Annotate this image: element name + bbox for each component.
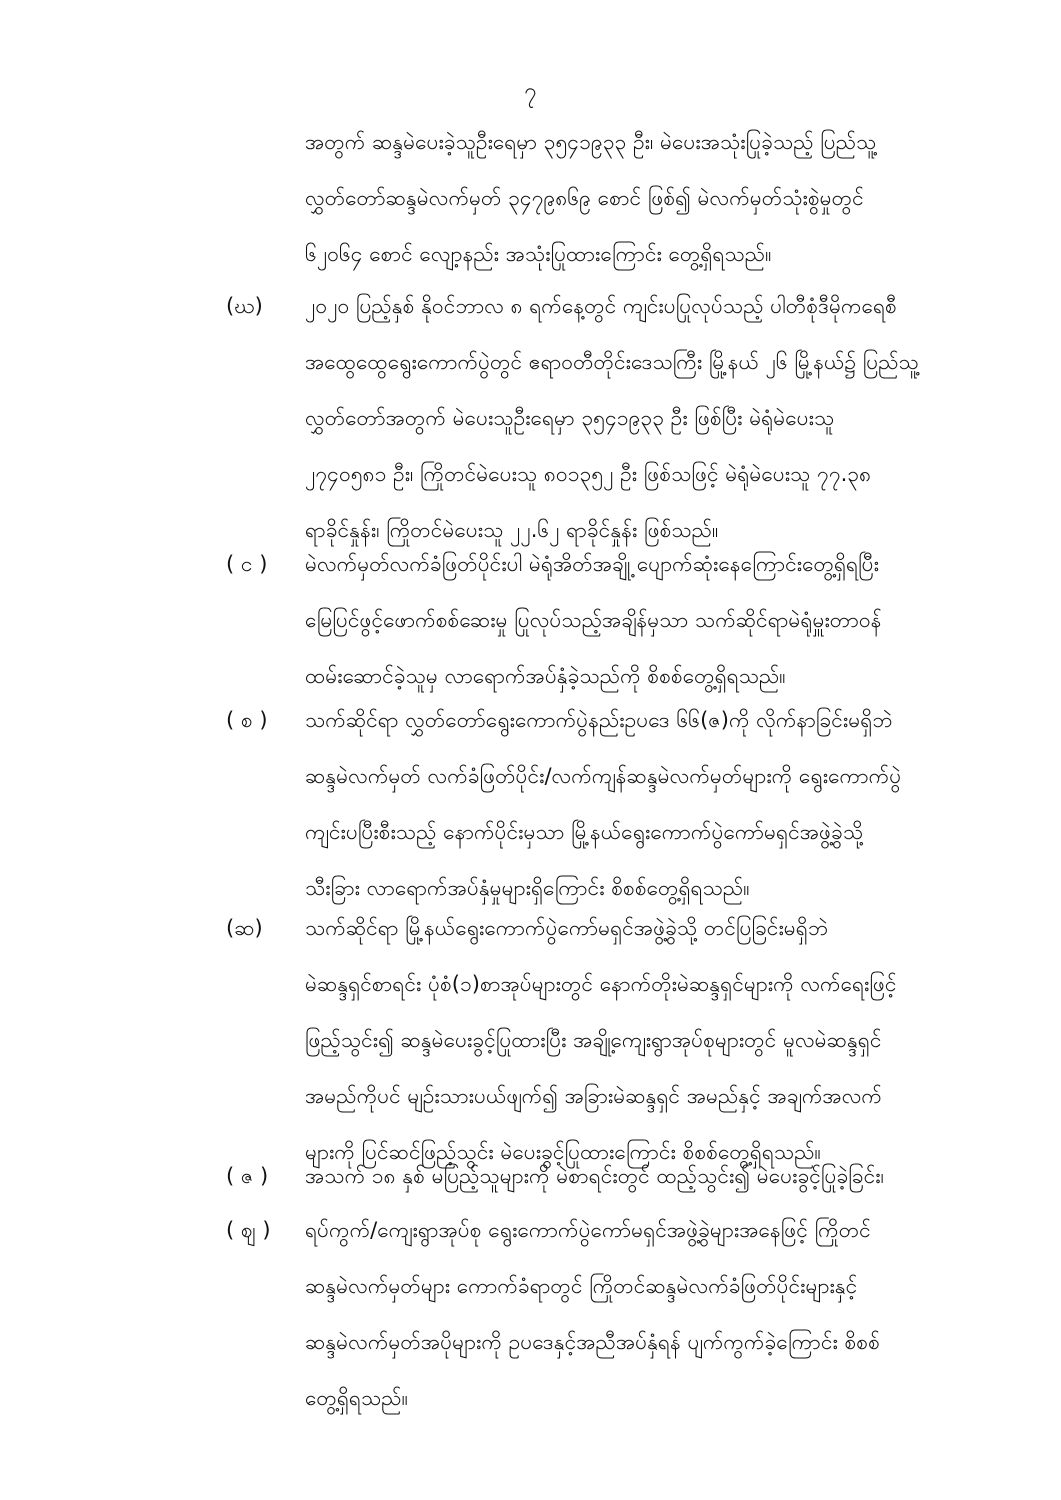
section-label: ( ဇ ) xyxy=(226,1164,269,1188)
text-line: တွေ့ရှိရသည်။ xyxy=(305,1386,408,1410)
text-line: သက်ဆိုင်ရာ လွှတ်တော်ရွေးကောက်ပွဲနည်းဥပဒေ ၆၆(ဇ)ကို လိုက်နာခြင်းမရှိဘဲ xyxy=(305,708,893,732)
page-number: ၇ xyxy=(524,79,537,104)
text-line: အထွေထွေရွေးကောက်ပွဲတွင် ဧရာဝတီတိုင်းဒေသကြီး မြို့နယ် ၂၆ မြို့နယ်၌ ပြည်သူ့ xyxy=(305,350,919,374)
section-label: (ဆ) xyxy=(226,916,263,940)
section-paragraph xyxy=(305,900,1025,1180)
intro-paragraph xyxy=(305,114,1025,282)
text-line: ၆၂၀၆၄ စောင် လျော့နည်း အသုံးပြုထားကြောင်း တွေ့ရှိရသည်။ xyxy=(305,242,772,266)
text-line: သက်ဆိုင်ရာ မြို့နယ်ရွေးကောက်ပွဲကော်မရှင်အဖွဲ့ခွဲသို့ တင်ပြခြင်းမရှိဘဲ xyxy=(305,916,829,940)
text-line: ရာခိုင်နှုန်း၊ ကြိုတင်မဲပေးသူ ၂၂.၆၂ ရာခိုင်နှုန်း ဖြစ်သည်။ xyxy=(305,518,719,542)
text-line: မြေပြင်ဖွင့်ဖောက်စစ်ဆေးမှု ပြုလုပ်သည့်အချိန်မှသာ သက်ဆိုင်ရာမဲရုံမှူးတာဝန် xyxy=(305,608,882,632)
text-line: အတွက် ဆန္ဒမဲပေးခဲ့သူဦးရေမှာ ၃၅၄၁၉၃၃ ဦး၊ မဲပေးအသုံးပြုခဲ့သည့် ပြည်သူ့ xyxy=(305,130,877,154)
section-paragraph xyxy=(305,692,1025,916)
text-line: ၂၇၄၀၅၈၁ ဦး၊ ကြိုတင်မဲပေးသူ ၈၀၁၃၅၂ ဦး ဖြစ်သဖြင့် မဲရုံမဲပေးသူ ၇၇.၃၈ xyxy=(305,462,872,486)
text-line: ကျင်းပပြီးစီးသည့် နောက်ပိုင်းမှသာ မြို့နယ်ရွေးကောက်ပွဲကော်မရှင်အဖွဲ့ခွဲသို့ xyxy=(305,820,864,844)
text-line: အမည်ကိုပင် မျဉ်းသားပယ်ဖျက်၍ အခြားမဲဆန္ဒရှင် အမည်နှင့် အချက်အလက် xyxy=(305,1084,882,1108)
section-paragraph xyxy=(305,1202,1025,1426)
text-line: လွှတ်တော်အတွက် မဲပေးသူဦးရေမှာ ၃၅၄၁၉၃၃ ဦး ဖြစ်ပြီး မဲရုံမဲပေးသူ xyxy=(305,406,835,430)
section-paragraph xyxy=(305,278,1025,558)
section-label: ( င ) xyxy=(226,552,268,576)
section-paragraph xyxy=(305,1148,1025,1204)
text-line: မဲလက်မှတ်လက်ခံဖြတ်ပိုင်းပါ မဲရုံအိတ်အချို့ ပျောက်ဆုံးနေကြောင်းတွေ့ရှိရပြီး xyxy=(305,552,879,576)
text-line: ဖြည့်သွင်း၍ ဆန္ဒမဲပေးခွင့်ပြုထားပြီး အချို့ကျေးရွာအုပ်စုများတွင် မူလမဲဆန္ဒရှင် xyxy=(305,1028,882,1052)
text-line: ရပ်ကွက်/ကျေးရွာအုပ်စု ရွေးကောက်ပွဲကော်မရှင်အဖွဲ့ခွဲများအနေဖြင့် ကြိုတင် xyxy=(305,1218,871,1242)
text-line: ထမ်းဆောင်ခဲ့သူမှ လာရောက်အပ်နှံခဲ့သည်ကို စိစစ်တွေ့ရှိရသည်။ xyxy=(305,664,786,688)
section-label: ( စ ) xyxy=(226,708,268,732)
section-label: (ဃ) xyxy=(226,294,263,318)
section-label: ( ဈ ) xyxy=(226,1218,271,1242)
text-line: ၂၀၂၀ ပြည့်နှစ် နိုဝင်ဘာလ ၈ ရက်နေ့တွင် ကျင်းပပြုလုပ်သည့် ပါတီစုံဒီမိုကရေစီ xyxy=(305,294,897,318)
text-line: များကို ပြင်ဆင်ဖြည့်သွင်း မဲပေးခွင့်ပြုထားကြောင်း စိစစ်တွေ့ရှိရသည်။ xyxy=(305,1140,821,1164)
text-line: သီးခြား လာရောက်အပ်နှံမှုများရှိကြောင်း စိစစ်တွေ့ရှိရသည်။ xyxy=(305,876,750,900)
text-line: ဆန္ဒမဲလက်မှတ် လက်ခံဖြတ်ပိုင်း/လက်ကျန်ဆန္ဒမဲလက်မှတ်များကို ရွေးကောက်ပွဲ xyxy=(305,764,902,788)
text-line: ဆန္ဒမဲလက်မှတ်အပိုများကို ဥပဒေနှင့်အညီအပ်နှံရန် ပျက်ကွက်ခဲ့ကြောင်း စိစစ် xyxy=(305,1330,880,1354)
text-line: အသက် ၁၈ နှစ် မပြည့်သူများကို မဲစာရင်းတွင် ထည့်သွင်း၍ မဲပေးခွင့်ပြုခဲ့ခြင်း၊ xyxy=(305,1164,884,1188)
text-line: လွှတ်တော်ဆန္ဒမဲလက်မှတ် ၃၄၇၉၈၆၉ စောင် ဖြစ်၍ မဲလက်မှတ်သုံးစွဲမှုတွင် xyxy=(305,186,864,210)
text-line: ဆန္ဒမဲလက်မှတ်များ ကောက်ခံရာတွင် ကြိုတင်ဆန္ဒမဲလက်ခံဖြတ်ပိုင်းများနှင့် xyxy=(305,1274,858,1298)
section-paragraph xyxy=(305,536,1025,704)
text-line: မဲဆန္ဒရှင်စာရင်း ပုံစံ(၁)စာအုပ်များတွင် နောက်တိုးမဲဆန္ဒရှင်များကို လက်ရေးဖြင့် xyxy=(305,972,897,996)
